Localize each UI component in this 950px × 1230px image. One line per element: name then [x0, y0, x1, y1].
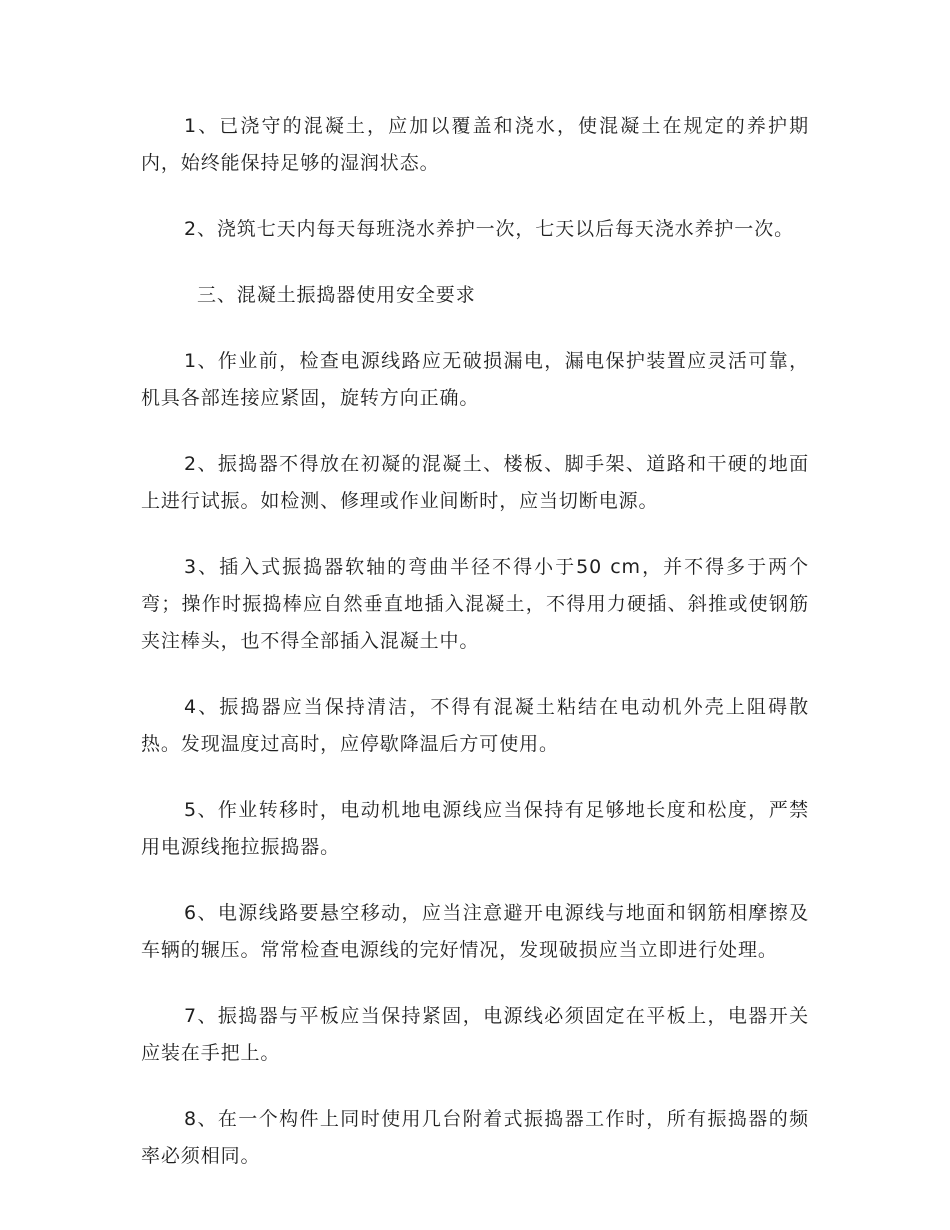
- list-item: 6、电源线路要悬空移动，应当注意避开电源线与地面和钢筋相摩擦及车辆的辗压。常常检查电源线的完好情况，发现破损应当立即进行处理。: [141, 902, 809, 961]
- section-heading: 三、混凝土振捣器使用安全要求: [197, 284, 476, 306]
- paragraph-curing-watering: 2、浇筑七天内每天每班浇水养护一次，七天以后每天浇水养护一次。: [184, 218, 794, 240]
- document-body: [141, 108, 809, 1204]
- paragraph-curing-cover: 1、已浇守的混凝土，应加以覆盖和浇水，使混凝土在规定的养护期内，始终能保持足够的湿润状态。: [141, 115, 809, 174]
- list-item: 5、作业转移时，电动机地电源线应当保持有足够地长度和松度，严禁用电源线拖拉振捣器。: [141, 799, 809, 858]
- list-item: 2、振捣器不得放在初凝的混凝土、楼板、脚手架、道路和干硬的地面上进行试振。如检测、修理或作业间断时，应当切断电源。: [141, 453, 809, 512]
- list-item: 4、振捣器应当保持清洁，不得有混凝土粘结在电动机外壳上阻碍散热。发现温度过高时，应停歇降温后方可使用。: [141, 696, 809, 755]
- list-item: 7、振捣器与平板应当保持紧固，电源线必须固定在平板上，电器开关应装在手把上。: [141, 1005, 809, 1064]
- list-item: 1、作业前，检查电源线路应无破损漏电，漏电保护装置应灵活可靠，机具各部连接应紧固，旋转方向正确。: [141, 350, 809, 409]
- list-item: 8、在一个构件上同时使用几台附着式振捣器工作时，所有振捣器的频率必须相同。: [141, 1108, 809, 1167]
- list-item: 3、插入式振捣器软轴的弯曲半径不得小于50 cm，并不得多于两个弯；操作时振捣棒应自然垂直地插入混凝土，不得用力硬插、斜推或使钢筋夹注棒头，也不得全部插入混凝土中。: [141, 556, 809, 652]
